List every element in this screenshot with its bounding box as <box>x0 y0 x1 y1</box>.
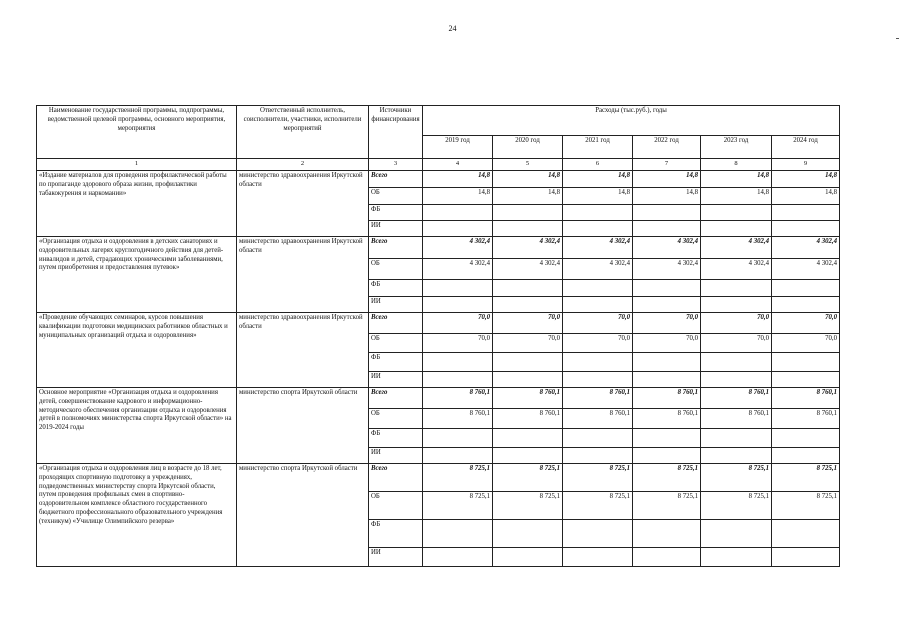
ob-value: 8 725,1 <box>701 491 772 519</box>
empty-cell <box>701 428 772 447</box>
ob-value: 8 760,1 <box>423 408 493 428</box>
total-value: 70,0 <box>493 312 563 333</box>
funding-source: Всего <box>369 387 423 408</box>
total-value: 14,8 <box>633 170 701 187</box>
activity-name: «Организация отдыха и оздоровления лиц в возрасте до 18 лет, проходящих спортивную подготовку в учреждениях, подведомственных министерству спорта Иркутской области, путем проведения профильных смен в спортивно-оздоровительном комплексе областного государственного бюджетного профессионального образовательного учреждения (техникум) «Училище Олимпийского резерва» <box>37 463 237 566</box>
funding-source: ОБ <box>369 187 423 204</box>
total-value: 70,0 <box>633 312 701 333</box>
empty-cell <box>772 279 840 296</box>
empty-cell <box>563 204 633 220</box>
executor: министерство спорта Иркутской области <box>237 463 369 566</box>
ob-value: 4 302,4 <box>772 258 840 279</box>
total-value: 4 302,4 <box>423 236 493 258</box>
funding-source: Всего <box>369 170 423 187</box>
funding-source: ФБ <box>369 519 423 547</box>
empty-cell <box>633 428 701 447</box>
ob-value: 4 302,4 <box>633 258 701 279</box>
ob-value: 14,8 <box>633 187 701 204</box>
ob-value: 8 725,1 <box>493 491 563 519</box>
total-value: 8 760,1 <box>563 387 633 408</box>
empty-cell <box>493 371 563 387</box>
empty-cell <box>633 220 701 236</box>
total-value: 8 725,1 <box>772 463 840 491</box>
ob-value: 4 302,4 <box>701 258 772 279</box>
column-number: 4 <box>423 159 493 171</box>
empty-cell <box>701 279 772 296</box>
header-year: 2019 год <box>423 136 493 159</box>
scan-mark <box>896 38 899 39</box>
funding-source: ФБ <box>369 428 423 447</box>
column-number: 1 <box>37 159 237 171</box>
ob-value: 70,0 <box>701 333 772 352</box>
empty-cell <box>493 220 563 236</box>
page-number: 24 <box>448 24 457 33</box>
total-value: 8 725,1 <box>563 463 633 491</box>
total-value: 14,8 <box>563 170 633 187</box>
activity-name: «Издание материалов для проведения профилактической работы по пропаганде здорового образа жизни, профилактики табакокурения и наркомании» <box>37 170 237 236</box>
executor: министерство здравоохранения Иркутской области <box>237 236 369 312</box>
empty-cell <box>772 204 840 220</box>
total-value: 14,8 <box>493 170 563 187</box>
funding-source: Всего <box>369 236 423 258</box>
activity-name: Основное мероприятие «Организация отдыха и оздоровления детей, совершенствование кадрового и информационно-методического обеспечения организации отдыха и оздоровления детей в полномочиях министерства спорта Иркутской области» на 2019-2024 годы <box>37 387 237 463</box>
total-value: 4 302,4 <box>701 236 772 258</box>
empty-cell <box>772 519 840 547</box>
empty-cell <box>493 547 563 566</box>
empty-cell <box>633 279 701 296</box>
header-year: 2020 год <box>493 136 563 159</box>
ob-value: 14,8 <box>701 187 772 204</box>
header-sources: Источники финансирования <box>369 106 423 159</box>
ob-value: 8 760,1 <box>633 408 701 428</box>
empty-cell <box>563 519 633 547</box>
column-number: 2 <box>237 159 369 171</box>
empty-cell <box>423 352 493 371</box>
budget-table <box>36 105 840 567</box>
header-year: 2022 год <box>633 136 701 159</box>
empty-cell <box>493 204 563 220</box>
total-value: 8 760,1 <box>423 387 493 408</box>
ob-value: 8 725,1 <box>633 491 701 519</box>
empty-cell <box>563 220 633 236</box>
empty-cell <box>701 204 772 220</box>
empty-cell <box>563 371 633 387</box>
table-row <box>37 312 840 333</box>
empty-cell <box>772 428 840 447</box>
column-number: 3 <box>369 159 423 171</box>
activity-name: «Организация отдыха и оздоровления в детских санаториях и оздоровительных лагерях круглогодичного действия для детей-инвалидов и детей, страдающих хроническими заболеваниями, путем приобретения и предоставления путевок» <box>37 236 237 312</box>
empty-cell <box>493 428 563 447</box>
ob-value: 14,8 <box>563 187 633 204</box>
empty-cell <box>772 447 840 463</box>
empty-cell <box>701 352 772 371</box>
total-value: 8 760,1 <box>493 387 563 408</box>
funding-source: ИИ <box>369 371 423 387</box>
empty-cell <box>772 352 840 371</box>
column-number: 9 <box>772 159 840 171</box>
total-value: 70,0 <box>563 312 633 333</box>
funding-source: ОБ <box>369 258 423 279</box>
column-number: 5 <box>493 159 563 171</box>
executor: министерство здравоохранения Иркутской области <box>237 170 369 236</box>
empty-cell <box>633 371 701 387</box>
ob-value: 70,0 <box>633 333 701 352</box>
total-value: 70,0 <box>423 312 493 333</box>
ob-value: 8 725,1 <box>563 491 633 519</box>
empty-cell <box>423 447 493 463</box>
header-executor: Ответственный исполнитель, соисполнители, участники, исполнители мероприятий <box>237 106 369 159</box>
ob-value: 8 760,1 <box>563 408 633 428</box>
activity-name: «Проведение обучающих семинаров, курсов повышения квалификации подготовки медицинских работников областных и муниципальных организаций отдыха и оздоровления» <box>37 312 237 387</box>
ob-value: 8 760,1 <box>493 408 563 428</box>
executor: министерство спорта Иркутской области <box>237 387 369 463</box>
header-expenses: Расходы (тыс.руб.), годы <box>423 106 840 136</box>
total-value: 4 302,4 <box>772 236 840 258</box>
total-value: 14,8 <box>772 170 840 187</box>
empty-cell <box>633 519 701 547</box>
total-value: 8 725,1 <box>633 463 701 491</box>
empty-cell <box>563 447 633 463</box>
funding-source: ФБ <box>369 204 423 220</box>
table-row <box>37 463 840 491</box>
funding-source: ИИ <box>369 296 423 312</box>
empty-cell <box>423 279 493 296</box>
table-row <box>37 236 840 258</box>
ob-value: 14,8 <box>772 187 840 204</box>
column-number: 7 <box>633 159 701 171</box>
ob-value: 70,0 <box>563 333 633 352</box>
empty-cell <box>493 519 563 547</box>
empty-cell <box>423 296 493 312</box>
funding-source: Всего <box>369 463 423 491</box>
total-value: 4 302,4 <box>563 236 633 258</box>
empty-cell <box>563 547 633 566</box>
ob-value: 8 760,1 <box>701 408 772 428</box>
ob-value: 4 302,4 <box>423 258 493 279</box>
ob-value: 70,0 <box>423 333 493 352</box>
header-year: 2021 год <box>563 136 633 159</box>
ob-value: 4 302,4 <box>493 258 563 279</box>
ob-value: 8 725,1 <box>423 491 493 519</box>
empty-cell <box>772 220 840 236</box>
column-number-row <box>37 159 840 171</box>
ob-value: 14,8 <box>493 187 563 204</box>
empty-cell <box>563 296 633 312</box>
table-row <box>37 170 840 187</box>
header-year: 2024 год <box>772 136 840 159</box>
total-value: 8 760,1 <box>633 387 701 408</box>
empty-cell <box>701 519 772 547</box>
empty-cell <box>493 296 563 312</box>
empty-cell <box>772 371 840 387</box>
empty-cell <box>423 220 493 236</box>
funding-source: ФБ <box>369 279 423 296</box>
empty-cell <box>701 371 772 387</box>
total-value: 70,0 <box>772 312 840 333</box>
funding-source: ИИ <box>369 220 423 236</box>
empty-cell <box>701 220 772 236</box>
ob-value: 70,0 <box>772 333 840 352</box>
empty-cell <box>493 352 563 371</box>
ob-value: 70,0 <box>493 333 563 352</box>
funding-source: ОБ <box>369 333 423 352</box>
empty-cell <box>423 547 493 566</box>
empty-cell <box>772 296 840 312</box>
table-row <box>37 387 840 408</box>
empty-cell <box>563 279 633 296</box>
empty-cell <box>493 447 563 463</box>
empty-cell <box>423 371 493 387</box>
empty-cell <box>423 519 493 547</box>
total-value: 8 725,1 <box>701 463 772 491</box>
empty-cell <box>701 547 772 566</box>
empty-cell <box>633 447 701 463</box>
ob-value: 8 725,1 <box>772 491 840 519</box>
funding-source: Всего <box>369 312 423 333</box>
executor: министерство здравоохранения Иркутской области <box>237 312 369 387</box>
total-value: 8 725,1 <box>423 463 493 491</box>
empty-cell <box>493 279 563 296</box>
ob-value: 8 760,1 <box>772 408 840 428</box>
funding-source: ОБ <box>369 408 423 428</box>
ob-value: 4 302,4 <box>563 258 633 279</box>
total-value: 8 760,1 <box>701 387 772 408</box>
ob-value: 14,8 <box>423 187 493 204</box>
empty-cell <box>701 447 772 463</box>
total-value: 8 725,1 <box>493 463 563 491</box>
empty-cell <box>772 547 840 566</box>
empty-cell <box>633 296 701 312</box>
header-year: 2023 год <box>701 136 772 159</box>
empty-cell <box>563 352 633 371</box>
empty-cell <box>701 296 772 312</box>
total-value: 8 760,1 <box>772 387 840 408</box>
total-value: 14,8 <box>423 170 493 187</box>
empty-cell <box>423 204 493 220</box>
total-value: 4 302,4 <box>633 236 701 258</box>
funding-source: ОБ <box>369 491 423 519</box>
header-name: Наименование государственной программы, подпрограммы, ведомственной целевой программы, основного мероприятия, мероприятия <box>37 106 237 159</box>
funding-source: ИИ <box>369 547 423 566</box>
empty-cell <box>633 352 701 371</box>
funding-source: ИИ <box>369 447 423 463</box>
empty-cell <box>633 547 701 566</box>
funding-source: ФБ <box>369 352 423 371</box>
empty-cell <box>423 428 493 447</box>
total-value: 4 302,4 <box>493 236 563 258</box>
empty-cell <box>563 428 633 447</box>
column-number: 8 <box>701 159 772 171</box>
total-value: 14,8 <box>701 170 772 187</box>
column-number: 6 <box>563 159 633 171</box>
total-value: 70,0 <box>701 312 772 333</box>
empty-cell <box>633 204 701 220</box>
